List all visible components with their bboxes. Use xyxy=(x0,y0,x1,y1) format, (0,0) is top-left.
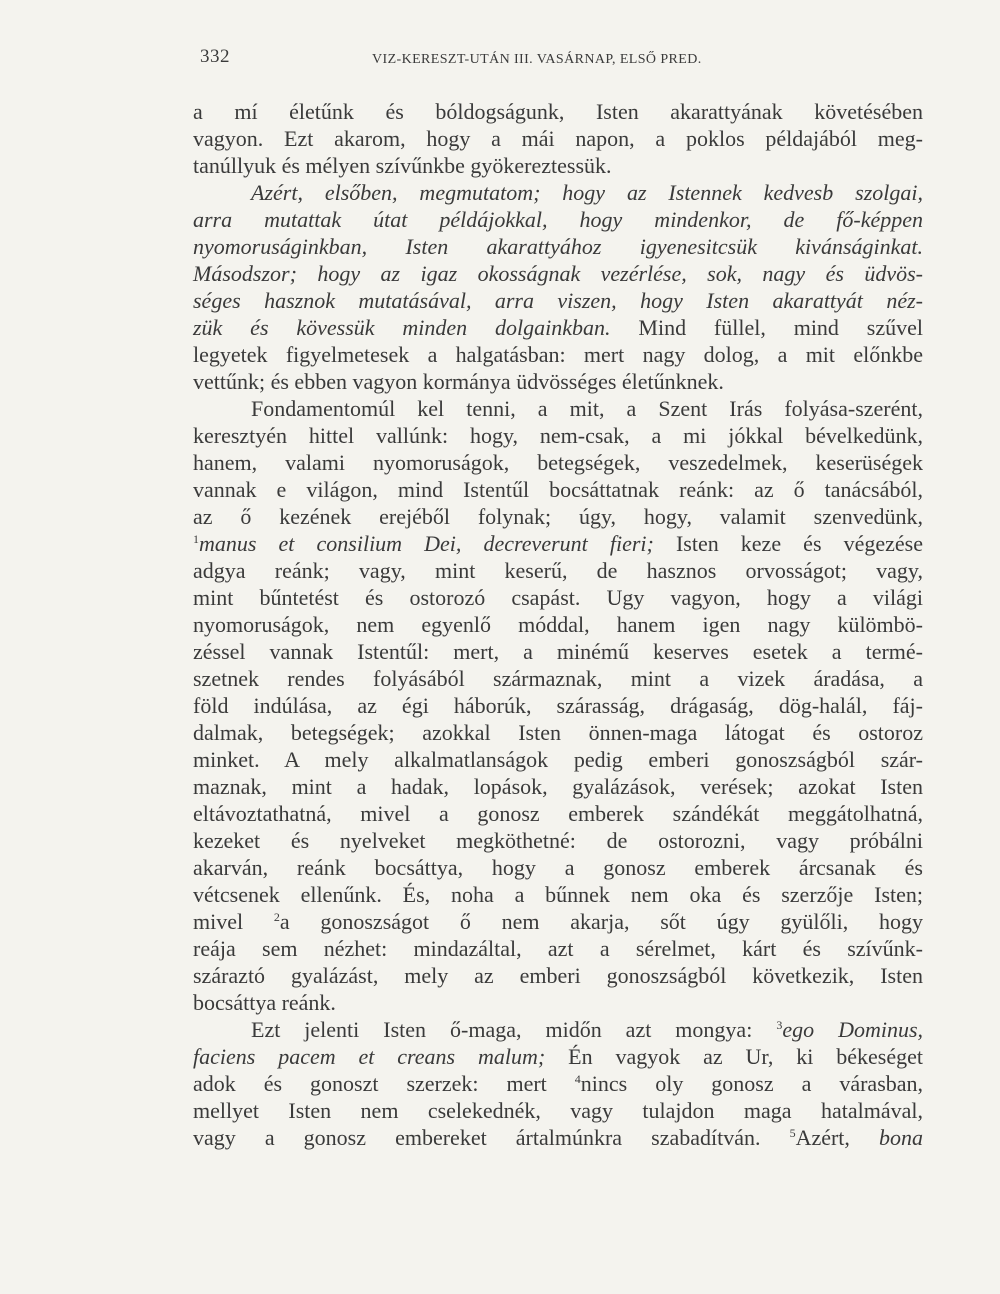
text-span: Ezt jelenti Isten ő-maga, midőn azt mongya: xyxy=(251,1017,753,1042)
italic-text: ego Dominus, xyxy=(782,1017,924,1042)
text-line: legyetek figyelmetesek a halgatásban: mert nagy dolog, a mit előnkbe xyxy=(193,342,923,367)
running-head: VIZ-KERESZT-UTÁN III. VASÁRNAP, ELSŐ PRED. xyxy=(372,52,702,67)
text-span: adok és gonoszt szerzek: mert xyxy=(193,1071,547,1096)
text-line xyxy=(193,530,923,557)
text-line xyxy=(193,287,923,314)
footnote-marker: 1 xyxy=(193,532,199,546)
italic-text: Másodszor; hogy az igaz okosságnak vezérlése, sok, nagy és üdvös- xyxy=(193,261,923,286)
text-line: hanem, valami nyomoruságok, betegségek, veszedelmek, keserüségek xyxy=(193,450,923,475)
text-line: vettűnk; és ebben vagyon kormánya üdvösséges életűnknek. xyxy=(193,369,724,394)
text-line: zéssel vannak Istentűl: mert, a minémű keserves esetek a termé- xyxy=(193,639,923,664)
text-line: Fondamentomúl kel tenni, a mit, a Szent Irás folyása-szerént, xyxy=(251,396,923,421)
text-span: Mind füllel, mind szűvel xyxy=(638,315,923,340)
text-line: a mí életűnk és bóldogságunk, Isten akarattyának követésében xyxy=(193,99,923,124)
text-line: bocsáttya reánk. xyxy=(193,990,336,1015)
text-line: vétcsenek ellenűnk. És, noha a bűnnek nem oka és szerzője Isten; xyxy=(193,882,923,907)
footnote-marker: 4 xyxy=(574,1072,581,1086)
text-line: akarván, reánk bocsáttya, hogy a gonosz emberek árcsanak és xyxy=(193,855,923,880)
text-span: nincs oly gonosz a várasban, xyxy=(580,1071,924,1096)
text-line xyxy=(193,1124,923,1151)
italic-text: bona xyxy=(879,1125,923,1150)
text-line xyxy=(193,908,923,935)
text-line: tanúllyuk és mélyen szívűnkbe gyökereztessük. xyxy=(193,153,612,178)
text-line: eltávoztathatná, mivel a gonosz emberek szándékát meggátolhatná, xyxy=(193,801,923,826)
text-line xyxy=(193,1016,923,1043)
text-line: föld indúlása, az égi háborúk, szárasság, drágaság, dög-halál, fáj- xyxy=(193,693,923,718)
text-line: dalmak, betegségek; azokkal Isten önnen-maga látogat és ostoroz xyxy=(193,720,923,745)
text-line: vannak e világon, mind Istentűl bocsáttatnak reánk: az ő tanácsából, xyxy=(193,477,923,502)
text-line: keresztyén hittel vallúnk: hogy, nem-csak, a mi jókkal bévelkedünk, xyxy=(193,423,923,448)
text-line: az ő kezének erejéből folynak; úgy, hogy, valamit szenvedünk, xyxy=(193,504,923,529)
italic-text: faciens pacem et creans malum; xyxy=(193,1044,546,1069)
text-span: a gonoszságot ő nem akarja, sőt úgy gyülőli, hogy xyxy=(279,909,923,934)
text-line xyxy=(193,314,923,341)
text-line: száraztó gyalázást, mely az emberi gonoszságból következik, Isten xyxy=(193,963,923,988)
text-line: kezeket és nyelveket megköthetné: de ostorozni, vagy próbálni xyxy=(193,828,923,853)
text-line xyxy=(193,1043,923,1070)
italic-text: nyomoruságinkban, Isten akarattyához igyenesitcsük kivánságinkat. xyxy=(193,234,923,259)
text-span: Én vagyok az Ur, ki békeséget xyxy=(568,1044,923,1069)
page-number: 332 xyxy=(200,46,230,67)
footnote-marker: 5 xyxy=(789,1126,796,1140)
text-line: mint bűntetést és ostorozó csapást. Ugy vagyon, hogy a világi xyxy=(193,585,923,610)
text-span: mivel xyxy=(193,909,244,934)
body-text xyxy=(193,98,923,1151)
text-line: mellyet Isten nem cselekednék, vagy tulajdon maga hatalmával, xyxy=(193,1098,923,1123)
italic-text: séges hasznok mutatásával, arra viszen, hogy Isten akarattyát néz- xyxy=(193,288,923,313)
text-line xyxy=(193,260,923,287)
text-line: minket. A mely alkalmatlanságok pedig emberi gonoszságból szár- xyxy=(193,747,923,772)
text-line: nyomoruságok, nem egyenlő móddal, hanem igen nagy külömbö- xyxy=(193,612,923,637)
footnote-marker: 3 xyxy=(776,1018,783,1032)
text-span: vagy a gonosz embereket ártalmúnkra szabadítván. xyxy=(193,1125,761,1150)
text-line: adgya reánk; vagy, mint keserű, de hasznos orvosságot; vagy, xyxy=(193,558,923,583)
text-line xyxy=(193,206,923,233)
text-line: vagyon. Ezt akarom, hogy a mái napon, a poklos példajából meg- xyxy=(193,126,923,151)
text-line: maznak, mint a hadak, lopások, gyalázások, verések; azokat Isten xyxy=(193,774,923,799)
text-line xyxy=(193,233,923,260)
italic-text: manus et consilium Dei, decreverunt fieri; xyxy=(199,531,654,556)
footnote-marker: 2 xyxy=(273,910,280,924)
margin-notes xyxy=(0,0,190,1294)
italic-text: zük és kövessük minden dolgainkban. xyxy=(193,315,611,340)
text-line: reája sem nézhet: mindazáltal, azt a sérelmet, kárt és szívűnk- xyxy=(193,936,923,961)
text-span: Isten keze és végezése xyxy=(675,531,923,556)
text-line xyxy=(193,1070,923,1097)
text-line: szetnek rendes folyásából származnak, mint a vizek áradása, a xyxy=(193,666,923,691)
italic-text: arra mutattak útat példájokkal, hogy mindenkor, de fő-képpen xyxy=(193,207,923,232)
text-span: Azért, xyxy=(795,1125,850,1150)
italic-text: Azért, elsőben, megmutatom; hogy az Istennek kedvesb szolgai, xyxy=(251,180,923,205)
text-line xyxy=(193,179,923,206)
